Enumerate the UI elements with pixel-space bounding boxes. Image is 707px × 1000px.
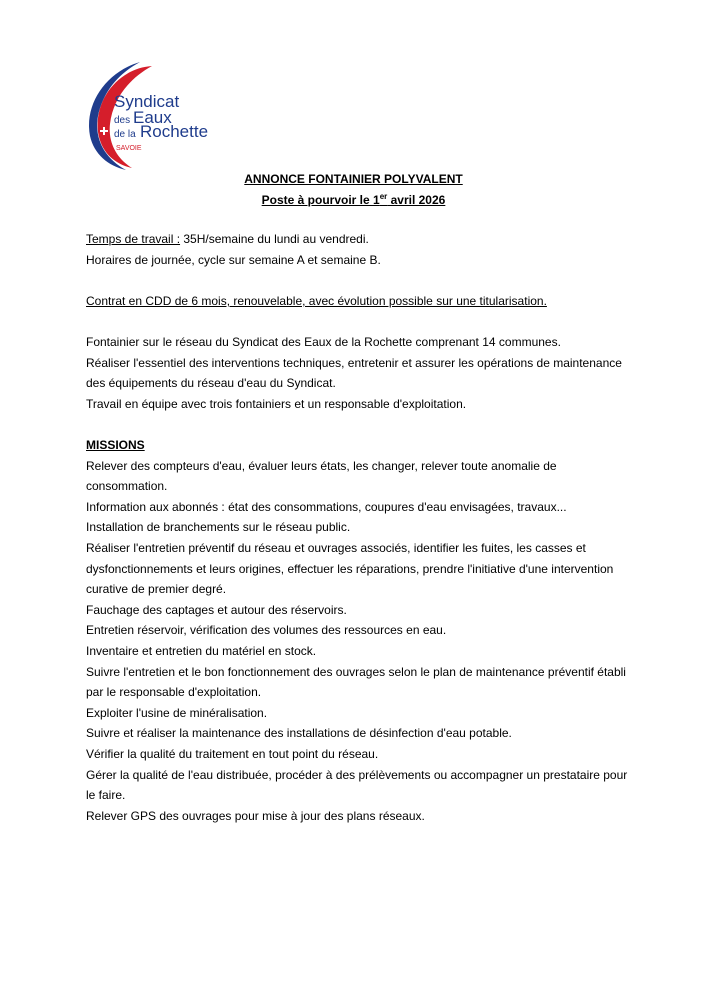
mission-line: Suivre et réaliser la maintenance des installations de désinfection d'eau potable. [86,726,512,741]
logo-line-4: SAVOIE [116,145,142,152]
logo-line-2-small: des [114,115,131,126]
logo-line-3: Rochette [140,122,209,141]
work-time-value: 35H/semaine du lundi au vendredi. [180,232,369,246]
document-title: ANNONCE FONTAINIER POLYVALENT [244,172,463,186]
work-time-section [86,229,646,270]
mission-line: dysfonctionnements et leurs origines, effectuer les réparations, prendre l'initiative d'une intervention [86,561,614,576]
intro-line: Réaliser l'essentiel des interventions techniques, entretenir et assurer les opérations de maintenance [86,355,622,370]
mission-line: le faire. [86,788,126,803]
mission-line: Information aux abonnés : état des consommations, coupures d'eau envisagées, travaux... [86,499,567,514]
contract-line: Contrat en CDD de 6 mois, renouvelable, avec évolution possible sur une titularisation. [86,294,547,308]
intro-line: des équipements du réseau d'eau du Syndicat. [86,376,336,391]
mission-line: par le responsable d'exploitation. [86,685,262,700]
mission-line: Relever des compteurs d'eau, évaluer leurs états, les changer, relever toute anomalie de [86,458,557,473]
mission-line: Gérer la qualité de l'eau distribuée, procéder à des prélèvements ou accompagner un prestataire pour [86,767,628,782]
missions-section [86,435,646,826]
document-subtitle [0,193,707,207]
intro-section [86,332,646,414]
mission-line: Fauchage des captages et autour des réservoirs. [86,602,347,617]
work-time-label: Temps de travail : [86,232,181,246]
mission-line: Suivre l'entretien et le bon fonctionnement des ouvrages selon le plan de maintenance préventif établi [86,664,626,679]
mission-line: Réaliser l'entretien préventif du réseau et ouvrages associés, identifier les fuites, les casses et [86,540,586,555]
logo-line-3-small: de la [114,129,136,140]
intro-line: Travail en équipe avec trois fontainiers et un responsable d'exploitation. [86,396,467,411]
mission-line: Inventaire et entretien du matériel en stock. [86,643,317,658]
logo-line-2: Eaux [133,108,172,127]
intro-line: Fontainier sur le réseau du Syndicat des Eaux de la Rochette comprenant 14 communes. [86,335,561,349]
mission-line: Entretien réservoir, vérification des volumes des ressources en eau. [86,623,447,638]
work-time-line [86,229,646,250]
logo-cross-icon [99,126,109,136]
mission-line: consommation. [86,479,168,494]
contract-section [86,291,646,312]
subtitle-date: avril 2026 [387,193,446,207]
syndicat-logo [80,60,220,170]
subtitle-superscript: er [379,192,388,201]
mission-line: Relever GPS des ouvrages pour mise à jour des plans réseaux. [86,808,425,823]
work-schedule-line: Horaires de journée, cycle sur semaine A et semaine B. [86,252,381,267]
logo-line-1: Syndicat [114,92,180,111]
missions-heading: MISSIONS [86,438,145,452]
mission-line: Installation de branchements sur le réseau public. [86,520,351,535]
mission-line: Vérifier la qualité du traitement en tout point du réseau. [86,746,379,761]
mission-line: Exploiter l'usine de minéralisation. [86,705,268,720]
subtitle-text: Poste à pourvoir le 1 [261,193,380,207]
mission-line: curative de premier degré. [86,582,227,597]
